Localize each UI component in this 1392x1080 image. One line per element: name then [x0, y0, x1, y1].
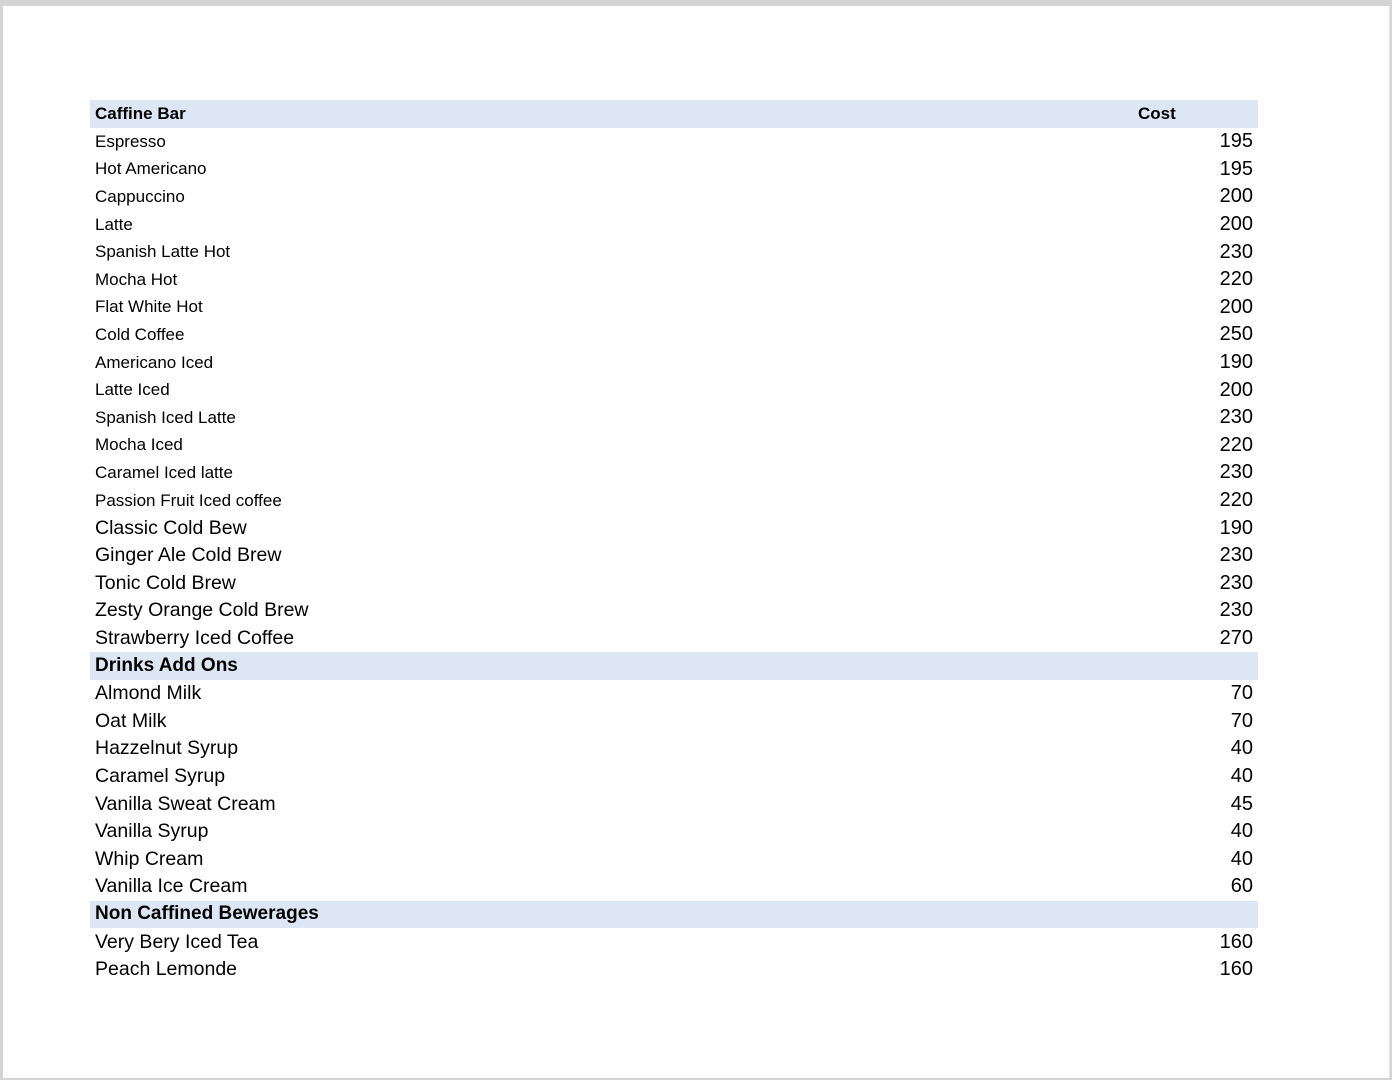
table-row [90, 625, 1258, 653]
table-row [90, 321, 1258, 349]
item-name: Classic Cold Bew [95, 516, 247, 539]
section-header-drinks-add-ons [90, 652, 1258, 680]
item-name: Strawberry Iced Coffee [95, 626, 295, 649]
item-cost: 60 [1230, 875, 1253, 898]
table-row [90, 763, 1258, 791]
item-name: Spanish Iced Latte [95, 407, 236, 427]
table-row [90, 707, 1258, 735]
table-row [90, 514, 1258, 542]
section-header-caffine-bar [90, 100, 1258, 128]
price-table [90, 100, 1258, 983]
item-name: Hot Americano [95, 159, 207, 179]
item-cost: 70 [1230, 682, 1253, 705]
item-cost: 190 [1219, 351, 1253, 374]
item-name: Mocha Iced [95, 435, 183, 455]
table-row [90, 845, 1258, 873]
item-cost: 200 [1219, 185, 1253, 208]
section-items-caffine-bar [90, 128, 1258, 652]
item-name: Flat White Hot [95, 297, 203, 317]
item-name: Caramel Iced latte [95, 462, 233, 482]
table-row [90, 459, 1258, 487]
cost-column-header: Cost [1138, 104, 1176, 123]
item-cost: 200 [1219, 213, 1253, 236]
table-row [90, 928, 1258, 956]
item-name: Very Bery Iced Tea [95, 930, 259, 953]
item-cost: 190 [1219, 516, 1253, 539]
item-cost: 200 [1219, 378, 1253, 401]
section-title: Caffine Bar [95, 104, 186, 123]
item-name: Hazzelnut Syrup [95, 737, 239, 760]
table-row [90, 570, 1258, 598]
item-cost: 200 [1219, 295, 1253, 318]
item-cost: 160 [1219, 958, 1253, 981]
item-name: Peach Lemonde [95, 958, 238, 981]
item-name: Mocha Hot [95, 269, 178, 289]
item-name: Vanilla Ice Cream [95, 875, 248, 898]
item-name: Tonic Cold Brew [95, 571, 236, 594]
document-page [3, 6, 1390, 1078]
item-name: Passion Fruit Iced coffee [95, 490, 282, 510]
item-name: Almond Milk [95, 682, 202, 705]
item-cost: 70 [1230, 709, 1253, 732]
item-name: Latte Iced [95, 380, 170, 400]
item-cost: 160 [1219, 930, 1253, 953]
table-row [90, 294, 1258, 322]
table-row [90, 487, 1258, 515]
item-cost: 230 [1219, 406, 1253, 429]
item-cost: 40 [1230, 847, 1253, 870]
item-name: Whip Cream [95, 847, 204, 870]
table-row [90, 156, 1258, 184]
item-cost: 40 [1230, 820, 1253, 843]
item-name: Zesty Orange Cold Brew [95, 599, 309, 622]
item-cost: 195 [1219, 157, 1253, 180]
table-row [90, 238, 1258, 266]
table-row [90, 818, 1258, 846]
item-name: Latte [95, 214, 133, 234]
table-row [90, 597, 1258, 625]
table-row [90, 680, 1258, 708]
item-cost: 195 [1219, 130, 1253, 153]
item-cost: 220 [1219, 489, 1253, 512]
table-row [90, 183, 1258, 211]
item-cost: 45 [1230, 792, 1253, 815]
table-row [90, 735, 1258, 763]
item-cost: 220 [1219, 268, 1253, 291]
section-items-drinks-add-ons [90, 680, 1258, 901]
table-row [90, 211, 1258, 239]
table-row [90, 266, 1258, 294]
item-cost: 250 [1219, 323, 1253, 346]
item-cost: 230 [1219, 461, 1253, 484]
table-row [90, 128, 1258, 156]
item-name: Vanilla Syrup [95, 820, 209, 843]
item-cost: 40 [1230, 737, 1253, 760]
item-cost: 220 [1219, 433, 1253, 456]
table-row [90, 790, 1258, 818]
item-cost: 230 [1219, 544, 1253, 567]
section-title: Drinks Add Ons [95, 655, 238, 677]
table-row [90, 432, 1258, 460]
item-name: Ginger Ale Cold Brew [95, 544, 282, 567]
item-cost: 230 [1219, 571, 1253, 594]
item-name: Espresso [95, 131, 166, 151]
item-name: Americano Iced [95, 352, 214, 372]
item-cost: 230 [1219, 599, 1253, 622]
section-items-non-caffined-bewerages [90, 928, 1258, 983]
table-row [90, 956, 1258, 984]
item-name: Cold Coffee [95, 324, 185, 344]
item-name: Vanilla Sweat Cream [95, 792, 276, 815]
table-row [90, 873, 1258, 901]
section-title: Non Caffined Bewerages [95, 903, 319, 925]
item-cost: 40 [1230, 764, 1253, 787]
table-row [90, 542, 1258, 570]
table-row [90, 376, 1258, 404]
item-cost: 270 [1219, 626, 1253, 649]
table-row [90, 349, 1258, 377]
item-name: Oat Milk [95, 709, 167, 732]
table-row [90, 404, 1258, 432]
item-name: Cappuccino [95, 186, 185, 206]
item-name: Spanish Latte Hot [95, 242, 231, 262]
item-cost: 230 [1219, 240, 1253, 263]
section-header-non-caffined-bewerages [90, 901, 1258, 929]
item-name: Caramel Syrup [95, 764, 226, 787]
